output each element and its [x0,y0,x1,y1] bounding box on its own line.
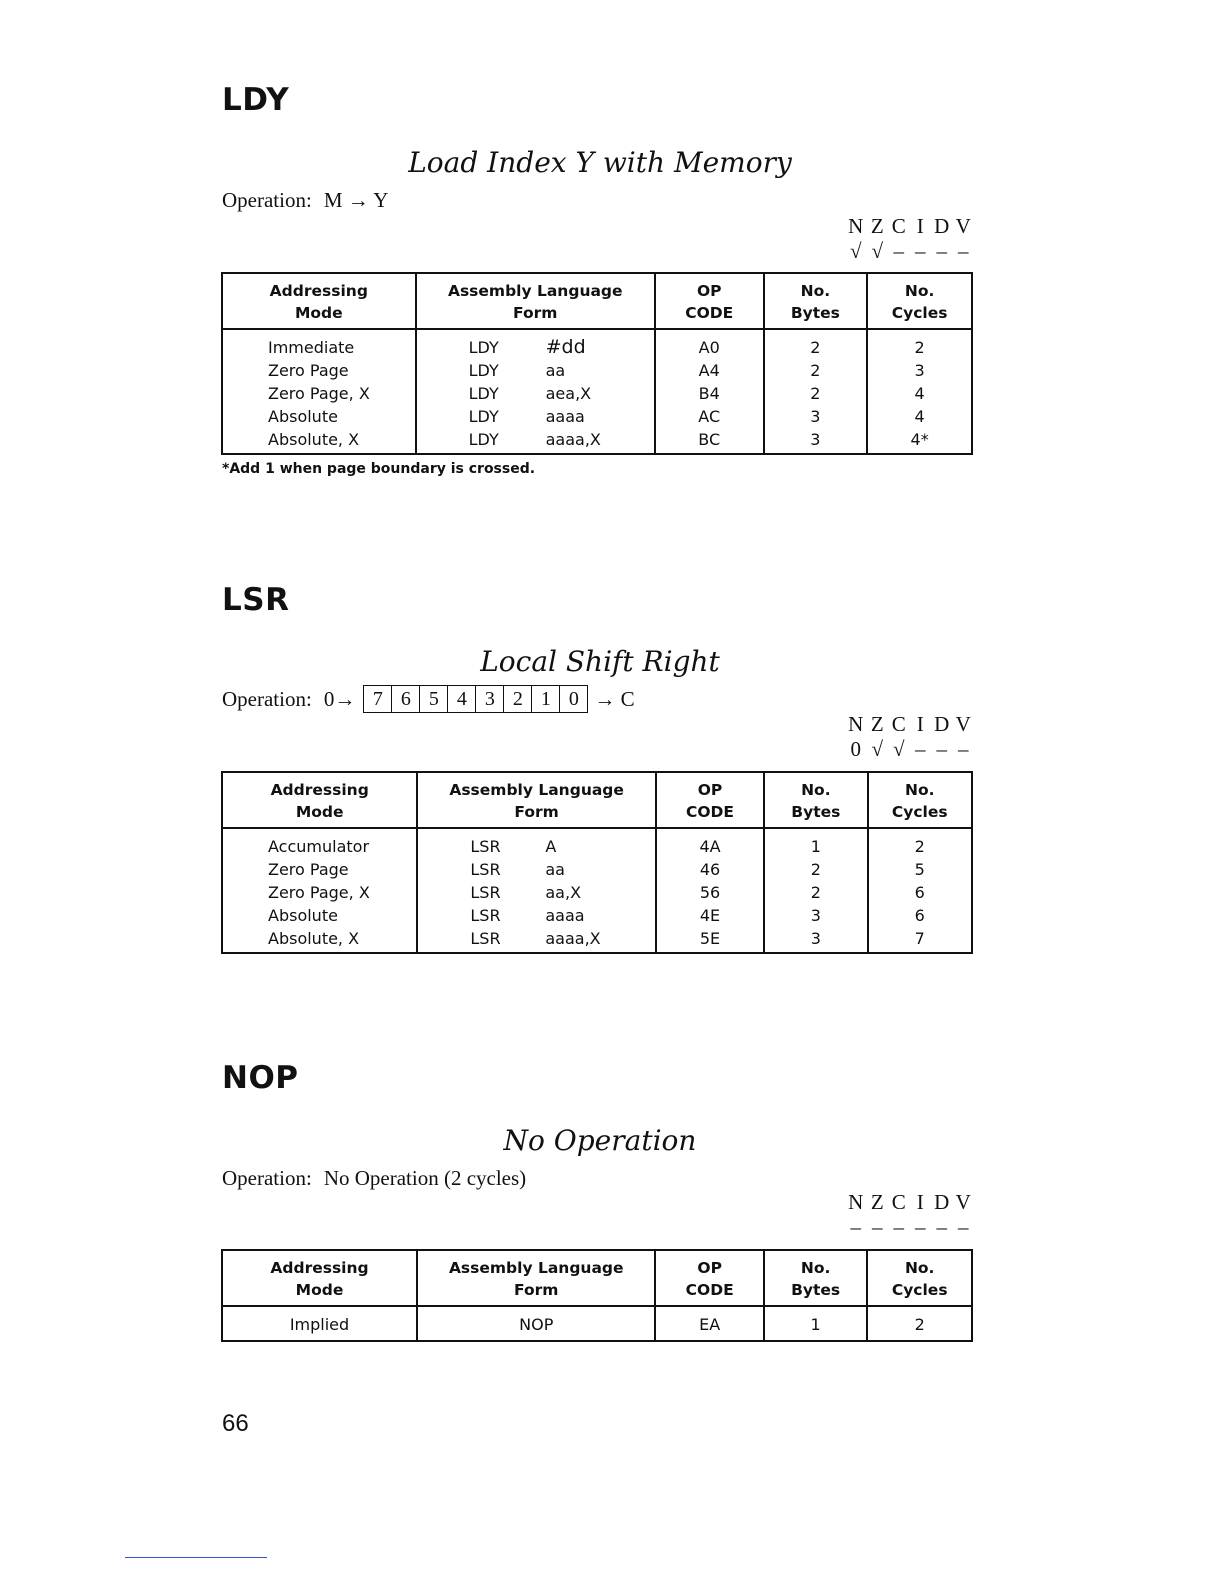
lsr-opcode-table [221,771,973,954]
flag-label: N [848,712,864,736]
cell-opcode: BC [655,428,764,454]
col-header-mode: Addressing Mode [222,1250,417,1306]
flag-value: – [958,737,969,761]
flag-value: 0 [850,737,861,761]
flag-label: Z [870,1190,884,1214]
cell-cycles: 6 [868,881,972,904]
flag-value: – [893,239,904,263]
cell-form: LDY aea,X [416,382,655,405]
table-row [222,881,972,904]
lsr-flags [845,712,974,762]
operation-label: Operation: [222,1166,312,1190]
flags-header [845,214,974,239]
cell-opcode: B4 [655,382,764,405]
cell-cycles: 4* [867,428,972,454]
cell-opcode: 5E [656,927,764,953]
flag-value: – [915,1215,926,1239]
flag-label: Z [870,712,884,736]
flag-label: I [916,712,924,736]
ldy-footnote: *Add 1 when page boundary is crossed. [222,461,536,477]
flags-header [845,1190,974,1215]
flag-label: V [955,712,971,736]
ldy-title: Load Index Y with Memory [408,146,792,179]
table-row [222,828,972,858]
bit-cell: 2 [504,686,532,712]
col-header-cycles: No. Cycles [867,1250,972,1306]
flags-values [845,1215,974,1240]
ldy-opcode-table [221,272,973,455]
cell-bytes: 1 [764,1306,868,1341]
cell-cycles: 5 [868,858,972,881]
operation-text: M → Y [323,188,389,212]
cell-bytes: 3 [764,428,868,454]
flag-value: – [850,1215,861,1239]
cell-form: LSR aa [417,858,656,881]
flag-label: N [848,214,864,238]
cell-opcode: A0 [655,329,764,359]
col-header-opcode: OP CODE [655,273,764,329]
flag-value: √ [892,737,905,761]
table-row [222,405,972,428]
bit-cell: 4 [448,686,476,712]
cell-cycles: 3 [867,359,972,382]
flag-value: √ [871,737,884,761]
nop-operation [222,1166,526,1191]
cell-mode: Absolute [268,407,338,426]
col-header-form: Assembly Language Form [417,772,656,828]
cell-form: LSR aaaa [417,904,656,927]
col-header-form: Assembly Language Form [416,273,655,329]
table-row [222,382,972,405]
cell-form: LDY aaaa,X [416,428,655,454]
cell-cycles: 4 [867,405,972,428]
flag-label: C [891,214,906,238]
cell-bytes: 2 [764,329,868,359]
cell-bytes: 2 [764,382,868,405]
bit-cell: 3 [476,686,504,712]
cell-bytes: 2 [764,858,867,881]
operation-label: Operation: [222,188,312,212]
cell-cycles: 7 [868,927,972,953]
lsr-title: Local Shift Right [480,645,720,678]
flag-label: C [891,1190,906,1214]
col-header-opcode: OP CODE [656,772,764,828]
flag-label: V [955,214,971,238]
cell-opcode: A4 [655,359,764,382]
table-row [222,904,972,927]
cell-mode: Immediate [268,338,355,357]
cell-opcode: 4A [656,828,764,858]
cell-cycles: 2 [867,329,972,359]
col-header-bytes: No. Bytes [764,772,867,828]
flag-label: D [934,712,950,736]
cell-bytes: 2 [764,881,867,904]
cell-mode: Absolute, X [268,430,360,449]
shift-input: 0→ [323,686,356,711]
cell-mode: Absolute [268,906,338,925]
ldy-heading: LDY [222,82,290,118]
col-header-mode: Addressing Mode [222,273,416,329]
table-row [222,858,972,881]
cell-mode: Zero Page [268,860,349,879]
table-row [222,359,972,382]
cell-form: LSR A [417,828,656,858]
cell-opcode: 56 [656,881,764,904]
cell-cycles: 2 [867,1306,972,1341]
flag-label: Z [870,214,884,238]
cell-mode: Zero Page, X [268,883,370,902]
bit-cell: 5 [420,686,448,712]
bottom-rule [125,1557,267,1558]
cell-form: LSR aa,X [417,881,656,904]
ldy-flags [845,214,974,264]
cell-bytes: 3 [764,904,867,927]
flag-value: – [872,1215,883,1239]
cell-opcode: EA [655,1306,763,1341]
bit-register-diagram [363,685,588,713]
flag-value: – [915,737,926,761]
cell-mode: Absolute, X [268,929,360,948]
col-header-bytes: No. Bytes [764,273,868,329]
col-header-mode: Addressing Mode [222,772,417,828]
cell-bytes: 2 [764,359,868,382]
nop-flags [845,1190,974,1240]
cell-bytes: 1 [764,828,867,858]
cell-form: LSR aaaa,X [417,927,656,953]
table-row [222,428,972,454]
flags-values [845,737,974,762]
flag-label: I [916,214,924,238]
cell-cycles: 6 [868,904,972,927]
flag-value: √ [871,239,884,263]
table-row [222,329,972,359]
table-row [222,1306,972,1341]
cell-form: LDY aaaa [416,405,655,428]
flag-label: D [934,1190,950,1214]
bit-cell: 0 [568,688,579,710]
flags-header [845,712,974,737]
lsr-heading: LSR [222,582,290,618]
cell-form: LDY #dd [416,329,655,359]
bit-cell: 7 [364,686,392,712]
flag-value: √ [849,239,862,263]
nop-heading: NOP [222,1060,299,1096]
flag-value: – [893,1215,904,1239]
nop-opcode-table [221,1249,973,1342]
ldy-operation [222,188,388,213]
cell-cycles: 4 [867,382,972,405]
col-header-bytes: No. Bytes [764,1250,868,1306]
cell-cycles: 2 [868,828,972,858]
table-row [222,927,972,953]
cell-mode: Accumulator [268,837,370,856]
cell-bytes: 3 [764,405,868,428]
flags-values [845,239,974,264]
cell-mode: Zero Page [268,361,349,380]
flag-label: V [955,1190,971,1214]
cell-mode: Zero Page, X [268,384,370,403]
col-header-cycles: No. Cycles [868,772,972,828]
bit-cell: 1 [532,686,560,712]
operation-label: Operation: [222,686,312,711]
flag-value: – [936,239,947,263]
col-header-opcode: OP CODE [655,1250,763,1306]
flag-label: I [916,1190,924,1214]
flag-label: C [891,712,906,736]
lsr-operation [222,685,635,713]
page-number: 66 [222,1410,249,1437]
operation-text: No Operation (2 cycles) [323,1166,527,1190]
col-header-cycles: No. Cycles [867,273,972,329]
flag-value: – [936,737,947,761]
flag-value: – [936,1215,947,1239]
cell-form: LDY aa [416,359,655,382]
nop-title: No Operation [503,1124,697,1157]
cell-opcode: 46 [656,858,764,881]
cell-opcode: AC [655,405,764,428]
bit-cell: 6 [392,686,420,712]
flag-value: – [915,239,926,263]
flag-value: – [958,1215,969,1239]
cell-bytes: 3 [764,927,867,953]
cell-mode: Implied [289,1315,350,1334]
flag-value: – [958,239,969,263]
flag-label: N [848,1190,864,1214]
shift-output: → C [594,686,635,711]
col-header-form: Assembly Language Form [417,1250,655,1306]
cell-form: NOP [417,1306,655,1341]
flag-label: D [934,214,950,238]
cell-opcode: 4E [656,904,764,927]
